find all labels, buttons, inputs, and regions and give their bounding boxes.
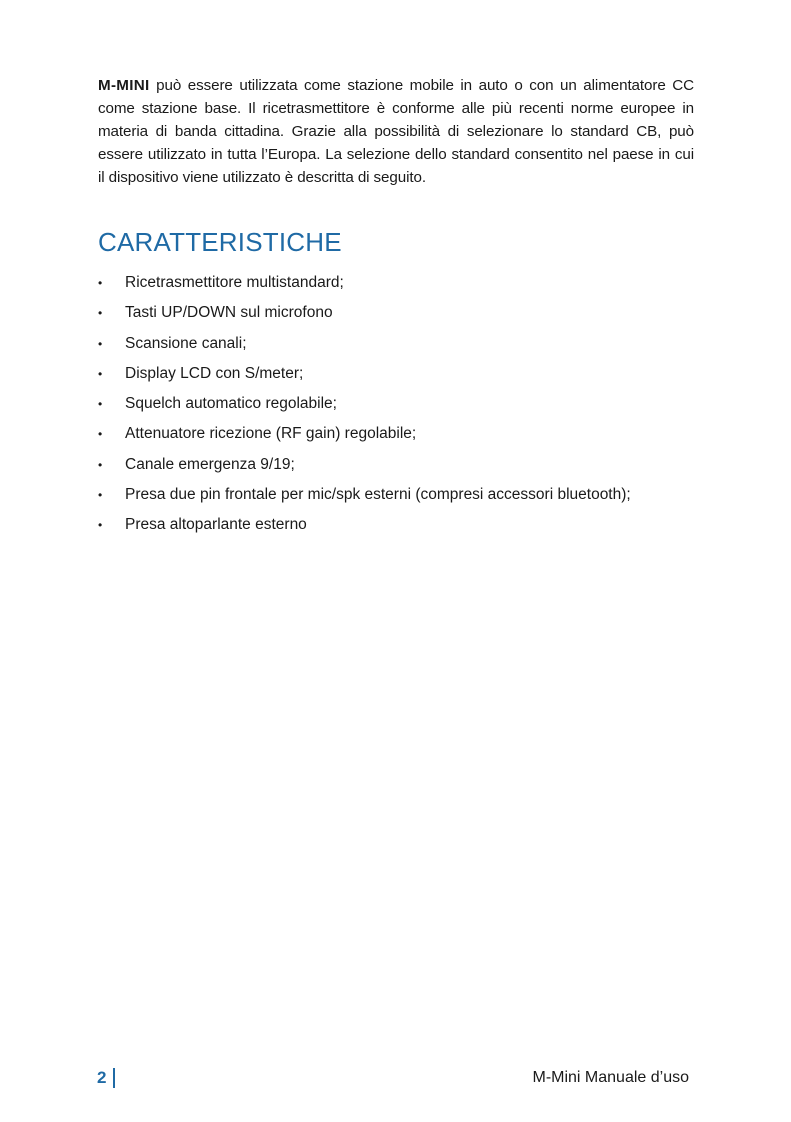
features-list: [98, 268, 718, 541]
bullet-icon: •: [98, 276, 103, 290]
footer-title: M-Mini Manuale d’uso: [532, 1069, 689, 1086]
list-item: [98, 450, 718, 480]
list-item: [98, 268, 718, 298]
page-number: 2: [97, 1068, 107, 1087]
list-item-text: Presa altoparlante esterno: [125, 516, 307, 534]
list-item-text: Canale emergenza 9/19;: [125, 455, 295, 473]
list-item-text: Tasti UP/DOWN sul microfono: [125, 304, 333, 322]
list-item-text: Ricetrasmettitore multistandard;: [125, 274, 344, 291]
footer-separator: [113, 1068, 115, 1088]
list-item: [98, 298, 718, 328]
list-item-text: Attenuatore ricezione (RF gain) regolabile;: [125, 425, 417, 443]
bullet-icon: •: [98, 397, 103, 412]
list-item-text: Squelch automatico regolabile;: [125, 395, 337, 413]
list-item: [98, 389, 718, 419]
bullet-icon: •: [98, 306, 103, 321]
intro-text: può essere utilizzata come stazione mobile in auto o con un alimentatore CC come stazione base. Il ricetrasmettitore è conforme alle più recenti norme europee in materia di banda cittadina. Grazie alla possibilità di selezionare lo standard CB, può essere utilizzato in tutta l’Europa. La selezione dello standard consentito nel paese in cui il dispositivo viene utilizzato è descritta di seguito.: [98, 77, 694, 186]
bullet-icon: •: [98, 488, 103, 503]
section-heading: CARATTERISTICHE: [98, 227, 342, 257]
bullet-icon: •: [98, 336, 103, 351]
bullet-icon: •: [98, 518, 103, 533]
list-item: [98, 419, 718, 449]
brand-name: M-MINI: [98, 77, 150, 94]
list-item: [98, 359, 718, 389]
bullet-icon: •: [98, 457, 103, 472]
bullet-icon: •: [98, 427, 103, 442]
list-item-text: Presa due pin frontale per mic/spk esterni (compresi accessori bluetooth);: [125, 486, 631, 504]
list-item: [98, 480, 718, 510]
list-item-text: Display LCD con S/meter;: [125, 364, 304, 382]
bullet-icon: •: [98, 366, 103, 381]
intro-paragraph: [98, 74, 694, 189]
list-item: [98, 329, 718, 359]
list-item-text: Scansione canali;: [125, 334, 247, 352]
list-item: [98, 510, 718, 540]
